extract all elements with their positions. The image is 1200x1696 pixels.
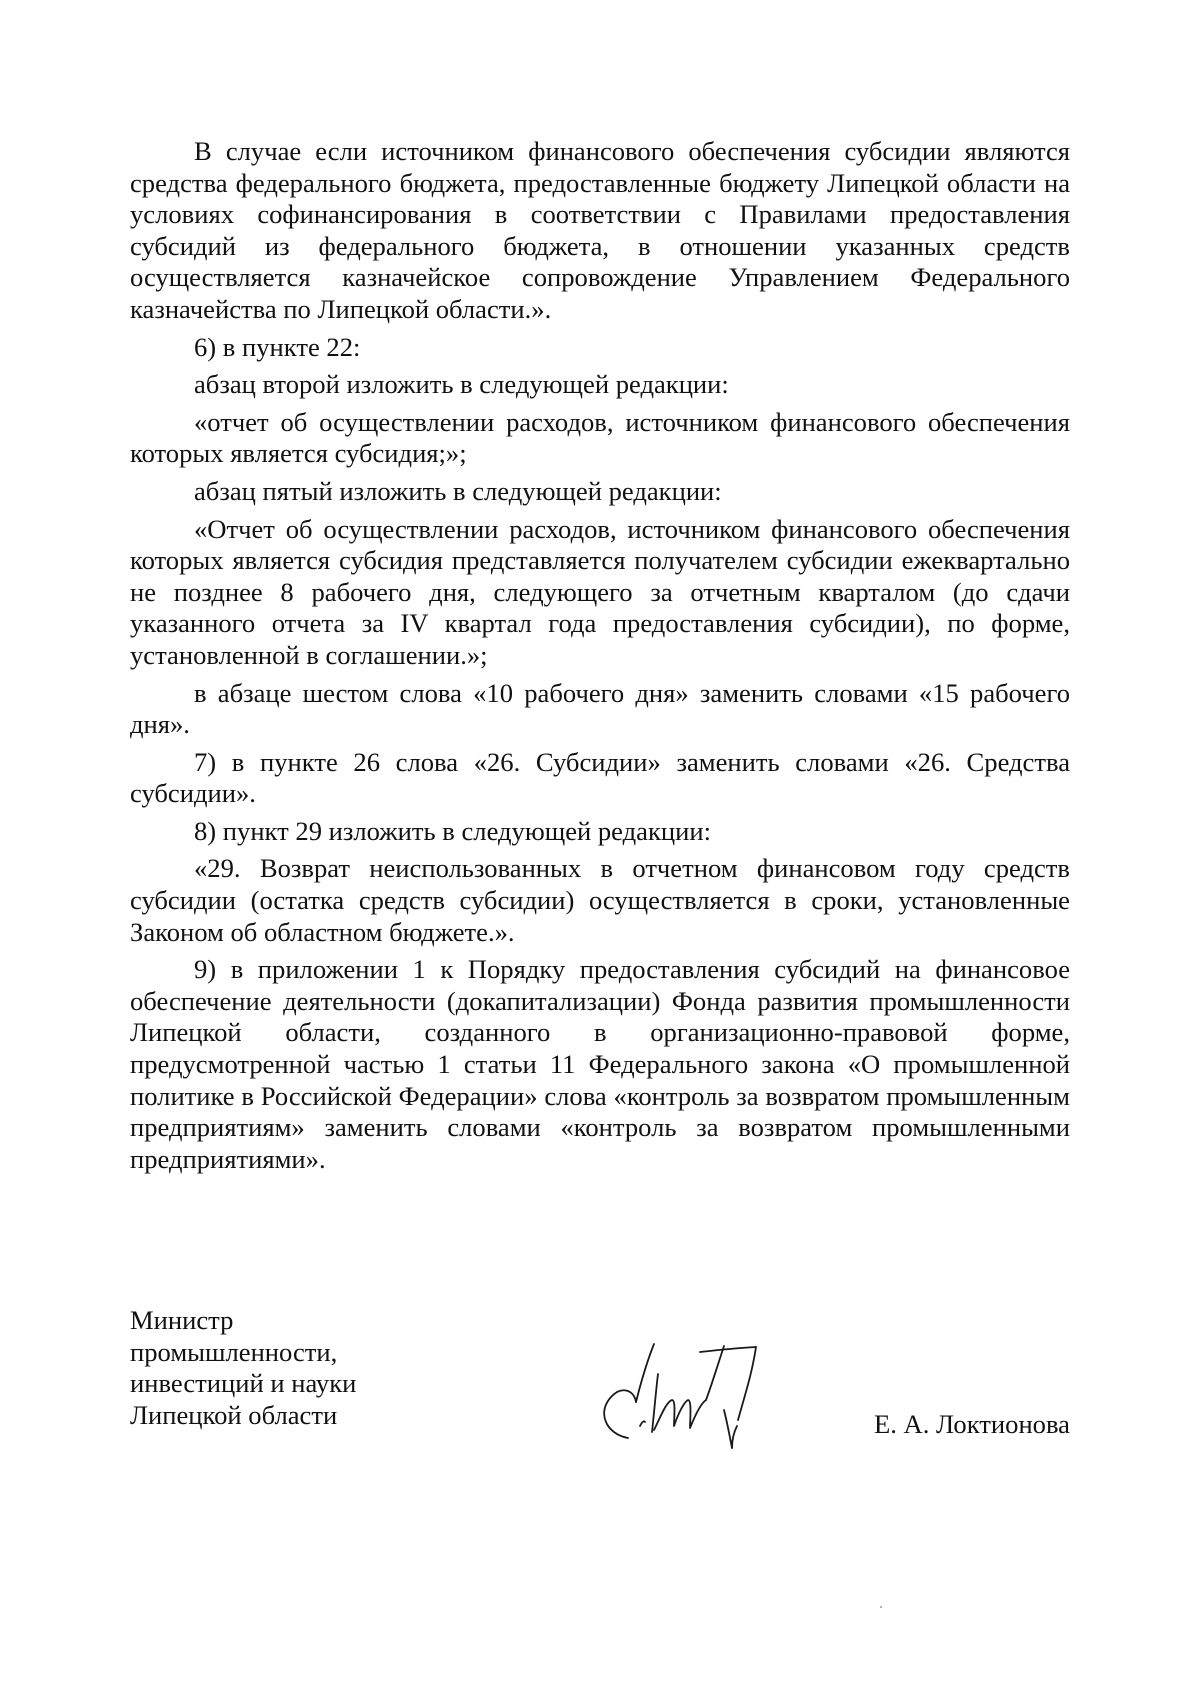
paragraph-second-abzats: абзац второй изложить в следующей редакции: [194,369,729,400]
paragraph-item-6: 6) в пункте 22: [194,331,361,362]
document-body [130,136,1070,1181]
paragraph-sixth-abzats: в абзаце шестом слова «10 рабочего дня» заменить словами «15 рабочего дня». [130,677,1070,740]
signer-position-line: Министр [130,1305,234,1335]
paragraph-report-quote: «отчет об осуществлении расходов, источником финансового обеспечения которых является субсидия;»; [130,406,1070,469]
handwritten-signature [588,1330,788,1452]
paragraph-report-deadline: «Отчет об осуществлении расходов, источником финансового обеспечения которых является субсидия представляется получателем субсидии ежеквартально не позднее 8 рабочего дня, следующего за отчетным кварталом (до сдачи указанного отчета за IV квартал года предоставления субсидии), по форме, установленной в соглашении.»; [130,513,1070,670]
signature-block [130,1305,1070,1455]
paragraph-item-7: 7) в пункте 26 слова «26. Субсидии» заменить словами «26. Средства субсидии». [130,746,1070,809]
signer-position-line: промышленности, [130,1336,338,1367]
scan-speck [880,1606,882,1608]
signer-position-line: инвестиций и науки [130,1368,357,1399]
paragraph-item-9: 9) в приложении 1 к Порядку предоставления субсидий на финансовое обеспечение деятельности (докапитализации) Фонда развития промышленности Липецкой области, созданного в организационно-правовой форме, предусмотренной частью 1 статьи 11 Федерального закона «О промышленной политике в Российской Федерации» слова «контроль за возвратом промышленным предприятиям» заменить словами «контроль за возвратом промышленными предприятиями». [130,954,1070,1174]
paragraph-item-8: 8) пункт 29 изложить в следующей редакции: [194,815,711,846]
paragraph-treasury-support: В случае если источником финансового обеспечения субсидии являются средства федерального бюджета, предоставленные бюджету Липецкой области на условиях софинансирования в соответствии с Правилами предоставления субсидий из федерального бюджета, в отношении указанных средств осуществляется казначейское сопровождение Управлением Федерального казначейства по Липецкой области.». [130,136,1070,324]
paragraph-fifth-abzats: абзац пятый изложить в следующей редакции: [194,475,722,506]
signer-position [130,1305,390,1431]
signer-position-line: Липецкой области [130,1399,338,1430]
paragraph-refund: «29. Возврат неиспользованных в отчетном финансовом году средств субсидии (остатка средств субсидии) осуществляется в сроки, установленные Законом об областном бюджете.». [130,853,1070,947]
signer-name: Е. А. Локтионова [874,1409,1070,1439]
